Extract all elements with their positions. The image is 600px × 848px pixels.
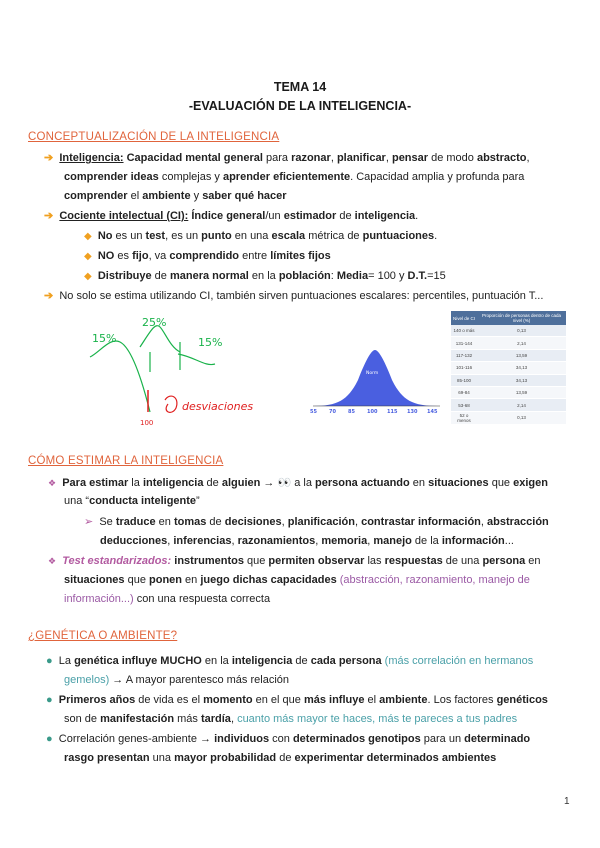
star-bullet-icon: ❖ bbox=[48, 478, 57, 488]
bullet-test-estandarizados: ❖ Test estandarizados: instrumentos que permiten observar las respuestas de una persona en bbox=[48, 555, 541, 567]
sketch-curve-left bbox=[90, 341, 150, 412]
text-line: son de manifestación más tardía, cuanto más mayor te haces, más te pareces a tus padres bbox=[64, 713, 518, 725]
text-line: una “conducta inteligente” bbox=[64, 495, 200, 507]
bell-curve-label: Norm bbox=[366, 371, 379, 376]
table-header: Proporción de personas dentro de cada nivel (%) bbox=[477, 311, 566, 325]
table-row: 117-132 13,59 bbox=[451, 349, 566, 361]
table-row: 69-84 13,59 bbox=[451, 386, 566, 398]
sketch-curve-right bbox=[178, 354, 215, 365]
bullet-correlacion: ● Correlación genes-ambiente → individuos con determinados genotipos para un determinado bbox=[46, 733, 531, 745]
sub-bullet: ◆ No es un test, es un punto en una escala métrica de puntuaciones. bbox=[84, 230, 438, 242]
handwritten-percent-right: 15% bbox=[198, 336, 223, 349]
table-row: 53-68 2,14 bbox=[451, 399, 566, 411]
table-row: 140 o más 0,13 bbox=[451, 325, 566, 337]
text-line: rasgo presentan una mayor probabilidad de experimentar determinados ambientes bbox=[64, 752, 497, 764]
sketch-curve-mid bbox=[140, 326, 180, 352]
bell-tick: 85 bbox=[348, 409, 355, 415]
bullet-dot-icon: ● bbox=[46, 733, 53, 745]
bell-tick: 115 bbox=[387, 409, 398, 415]
bullet-genetica: ● La genética influye MUCHO en la inteligencia de cada persona (más correlación en hermanos bbox=[46, 655, 534, 667]
bell-tick: 55 bbox=[310, 409, 317, 415]
bell-tick: 100 bbox=[367, 409, 378, 415]
text-line: deducciones, inferencias, razonamientos, memoria, manejo de la información... bbox=[100, 535, 514, 547]
bell-tick: 130 bbox=[407, 409, 418, 415]
bullet-primeros-anos: ● Primeros años de vida es el momento en el que más influye el ambiente. Los factores genéticos bbox=[46, 694, 548, 706]
text-line: comprender ideas complejas y aprender eficientemente. Capacidad amplia y profunda para bbox=[64, 171, 525, 183]
arrow-icon: ➔ bbox=[44, 290, 54, 302]
bell-tick: 145 bbox=[427, 409, 438, 415]
iq-distribution-table bbox=[451, 311, 566, 425]
diamond-icon: ◆ bbox=[84, 251, 92, 262]
bullet-dot-icon: ● bbox=[46, 655, 53, 667]
arrowhead-icon: ➢ bbox=[84, 516, 94, 528]
sub-bullet: ◆ NO es fijo, va comprendido entre límites fijos bbox=[84, 250, 331, 262]
arrow-icon: ➔ bbox=[44, 210, 54, 222]
bell-tick: 70 bbox=[329, 409, 336, 415]
text-line: comprender el ambiente y saber qué hacer bbox=[64, 190, 287, 202]
table-row: 101-116 34,13 bbox=[451, 362, 566, 374]
text-line: información...) con una respuesta correcta bbox=[64, 593, 271, 605]
bullet-para-estimar: ❖ Para estimar la inteligencia de alguien → 👀 a la persona actuando en situaciones que exigen bbox=[48, 477, 548, 489]
diamond-icon: ◆ bbox=[84, 271, 92, 282]
page-subtitle: -EVALUACIÓN DE LA INTELIGENCIA- bbox=[188, 99, 412, 113]
star-bullet-icon: ❖ bbox=[48, 556, 57, 566]
table-header: Nivel de CI bbox=[451, 311, 477, 325]
table-row: 131-144 2,14 bbox=[451, 337, 566, 349]
section-heading-genetica: ¿GENÉTICA O AMBIENTE? bbox=[28, 630, 178, 642]
page-title: TEMA 14 bbox=[273, 80, 327, 94]
table-row: 85-100 34,13 bbox=[451, 374, 566, 386]
section-heading-conceptualization: CONCEPTUALIZACIÓN DE LA INTELIGENCIA bbox=[28, 131, 280, 143]
text-line: situaciones que ponen en juego dichas capacidades (abstracción, razonamiento, manejo de bbox=[64, 574, 530, 586]
bullet-puntuaciones: ➔ No solo se estima utilizando CI, también sirven puntuaciones escalares: percentiles, puntuación T... bbox=[44, 290, 544, 302]
bullet-cociente-intelectual: ➔ Cociente intelectual (CI): Índice general/un estimador de inteligencia. bbox=[44, 210, 419, 222]
sub-bullet: ◆ Distribuye de manera normal en la población: Media= 100 y D.T.=15 bbox=[84, 270, 446, 282]
page-number: 1 bbox=[564, 796, 570, 807]
sub-bullet: ➢ Se traduce en tomas de decisiones, planificación, contrastar información, abstracción bbox=[84, 516, 549, 528]
text-line: gemelos) → A mayor parentesco más relación bbox=[64, 674, 289, 686]
bell-curve-chart bbox=[308, 340, 448, 418]
diamond-icon: ◆ bbox=[84, 231, 92, 242]
section-heading-como-estimar: CÓMO ESTIMAR LA INTELIGENCIA bbox=[28, 455, 224, 467]
bell-curve-area bbox=[313, 350, 438, 406]
handwritten-desviaciones: desviaciones bbox=[182, 400, 254, 413]
arrow-icon: ➔ bbox=[44, 152, 54, 164]
handwritten-percent-left: 15% bbox=[92, 332, 117, 345]
table-row: 52 o menos 0,13 bbox=[451, 411, 566, 424]
handwritten-100: 100 bbox=[140, 419, 154, 427]
bullet-dot-icon: ● bbox=[46, 694, 53, 706]
bullet-inteligencia: ➔ Inteligencia: Capacidad mental general para razonar, planificar, pensar de modo abstracto, bbox=[44, 152, 530, 164]
handwritten-sketch bbox=[80, 312, 310, 432]
handwritten-percent-top: 25% bbox=[142, 316, 167, 329]
